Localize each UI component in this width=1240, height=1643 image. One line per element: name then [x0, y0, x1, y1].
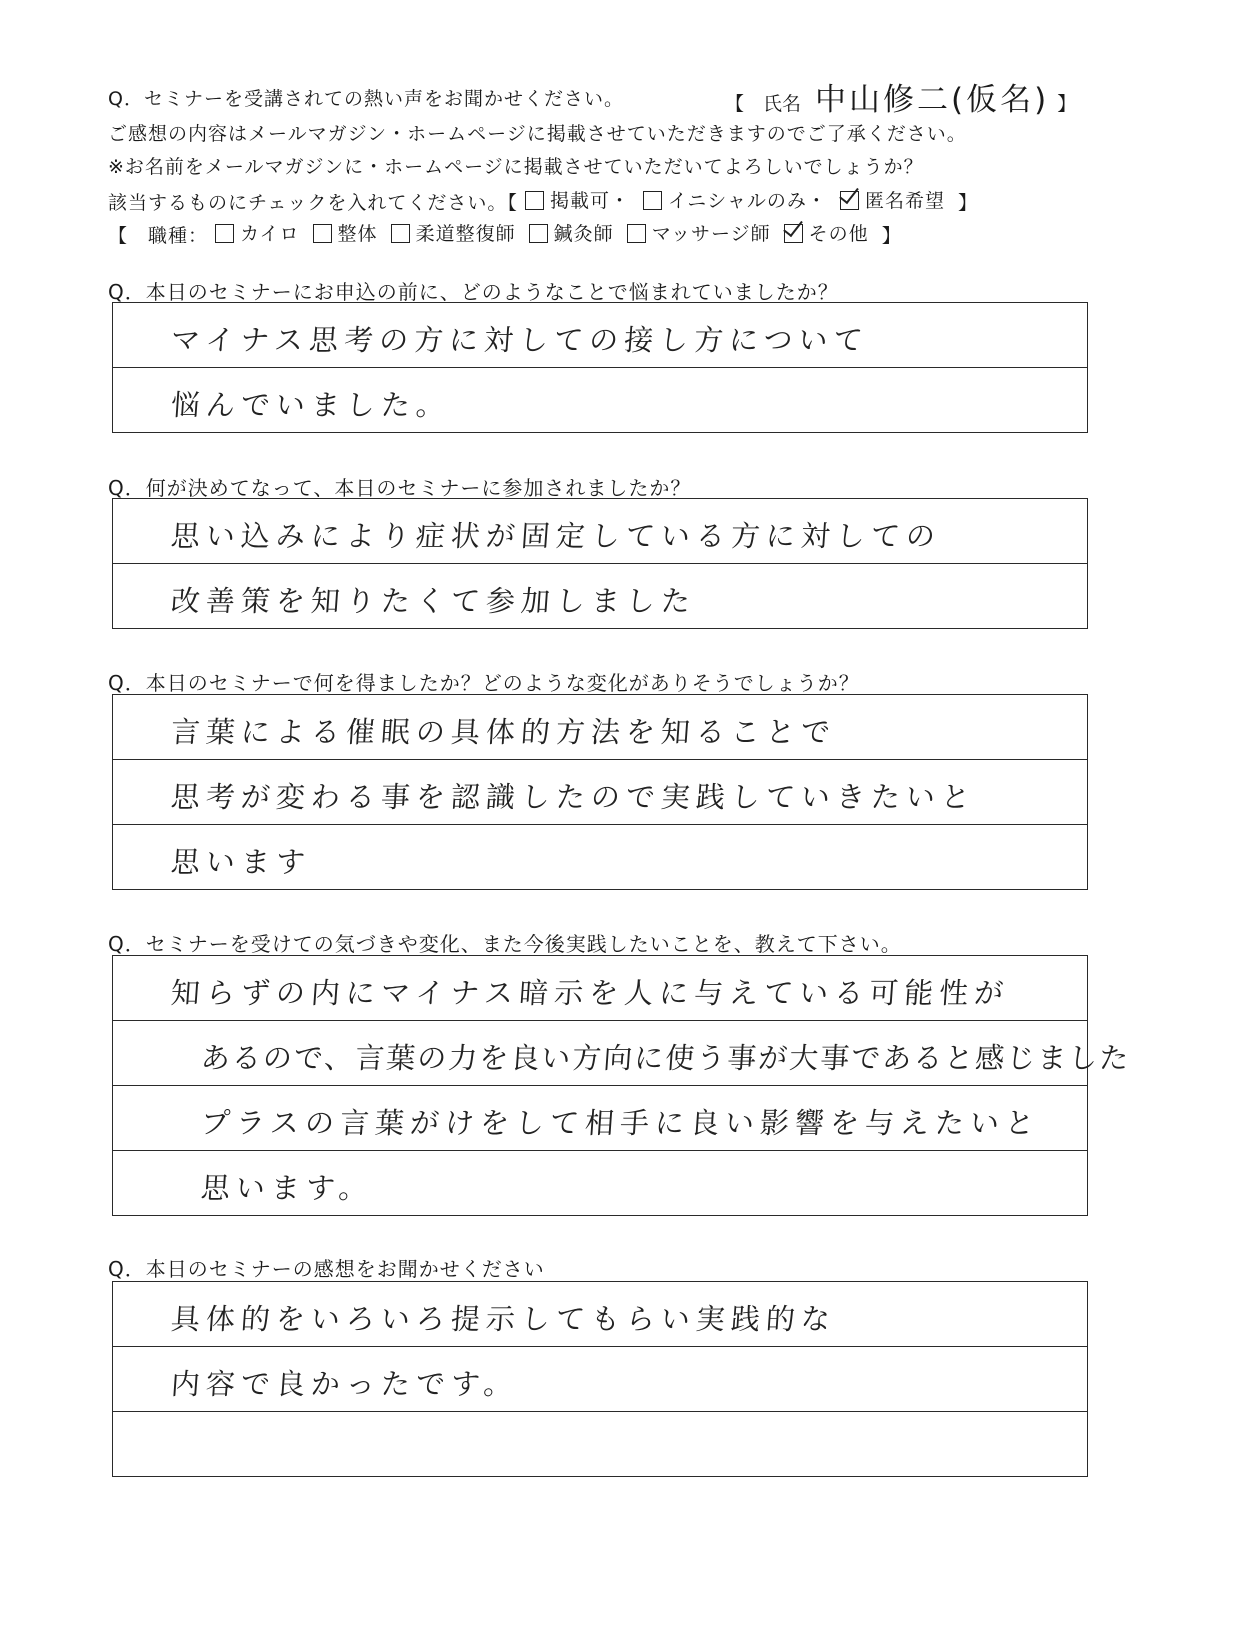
job-option-seitai[interactable]: 整体 — [313, 219, 378, 246]
answer-line — [113, 1412, 1087, 1476]
name-label: 【 氏名 — [725, 93, 802, 115]
checked-checkbox-icon[interactable] — [840, 191, 859, 210]
job-option-massage[interactable]: マッサージ師 — [627, 219, 771, 246]
check-prompt: 該当するものにチェックを入れてください。【 — [108, 192, 518, 214]
job-option-acupuncturist[interactable]: 鍼灸師 — [529, 219, 614, 246]
answer-line — [113, 499, 1087, 564]
question-2: Q．何が決めてなって、本日のセミナーに参加されましたか？ — [108, 476, 692, 500]
answer-line — [113, 1086, 1087, 1151]
checkbox-icon[interactable] — [529, 224, 548, 243]
job-prefix: 【 職種： — [108, 225, 209, 247]
option-anonymous[interactable]: 匿名希望 — [840, 186, 945, 213]
answer-box-2[interactable] — [112, 498, 1088, 629]
question-5: Q．本日のセミナーの感想をお聞かせください — [108, 1257, 545, 1281]
answer-line — [113, 1347, 1087, 1412]
name-close-bracket: 】 — [1057, 93, 1077, 115]
answer-text: マイナス思考の方に対しての接し方について — [169, 323, 870, 357]
checkbox-icon[interactable] — [313, 224, 332, 243]
answer-line — [113, 1151, 1087, 1215]
question-3: Q．本日のセミナーで何を得ましたか？どのような変化がありそうでしょうか？ — [108, 671, 860, 695]
answer-text: 改善策を知りたくて参加しました — [169, 584, 698, 618]
answer-box-5[interactable] — [112, 1281, 1088, 1477]
answer-text: プラスの言葉がけをして相手に良い影響を与えたいと — [199, 1106, 1042, 1140]
answer-text: 知らずの内にマイナス暗示を人に与えている可能性が — [169, 976, 1011, 1010]
checkbox-icon[interactable] — [627, 224, 646, 243]
publish-options-row — [108, 186, 978, 215]
answer-text: 具体的をいろいろ提示してもらい実践的な — [169, 1302, 838, 1336]
job-type-row — [108, 219, 902, 248]
answer-box-1[interactable] — [112, 302, 1088, 433]
checkbox-icon[interactable] — [525, 191, 544, 210]
answer-text: 思考が変わる事を認識したので実践していきたいと — [169, 780, 978, 814]
answer-line — [113, 760, 1087, 825]
publish-permission-question: ※お名前をメールマガジンに・ホームページに掲載させていただいてよろしいでしょうか？ — [108, 156, 924, 178]
option-initials-only[interactable]: イニシャルのみ・ — [643, 186, 827, 213]
answer-text: 言葉による催眠の具体的方法を知ることで — [169, 715, 838, 749]
name-field — [725, 74, 1076, 119]
publication-notice: ご感想の内容はメールマガジン・ホームページに掲載させていただきますのでご了承ください。 — [108, 123, 967, 145]
checkbox-icon[interactable] — [215, 224, 234, 243]
answer-box-3[interactable] — [112, 694, 1088, 890]
answer-line — [113, 956, 1087, 1021]
answer-text: 思います — [169, 845, 313, 879]
answer-line — [113, 303, 1087, 368]
answer-line — [113, 1282, 1087, 1347]
question-1: Q．本日のセミナーにお申込の前に、どのようなことで悩まれていましたか？ — [108, 280, 839, 304]
answer-line — [113, 695, 1087, 760]
option-publish-ok[interactable]: 掲載可・ — [525, 186, 630, 213]
answer-line — [113, 1021, 1132, 1086]
checkbox-icon[interactable] — [391, 224, 410, 243]
job-option-judo-therapist[interactable]: 柔道整復師 — [391, 219, 516, 246]
answer-text: 思い込みにより症状が固定している方に対しての — [169, 519, 943, 553]
name-value: 中山修二(仮名) — [815, 82, 1050, 118]
answer-line — [113, 825, 1087, 889]
close-bracket: 】 — [958, 192, 979, 214]
close-bracket: 】 — [881, 225, 902, 247]
answer-text: 思います。 — [199, 1171, 375, 1205]
answer-line — [113, 368, 1087, 432]
voice-question: Q．セミナーを受講されての熱い声をお聞かせください。 — [108, 88, 624, 110]
checked-checkbox-icon[interactable] — [784, 224, 803, 243]
answer-text: 内容で良かったです。 — [169, 1367, 520, 1401]
question-4: Q．セミナーを受けての気づきや変化、また今後実践したいことを、教えて下さい。 — [108, 932, 902, 956]
checkbox-icon[interactable] — [643, 191, 662, 210]
answer-text: あるので、言葉の力を良い方向に使う事が大事であると感じました — [199, 1041, 1132, 1075]
answer-box-4[interactable] — [112, 955, 1132, 1216]
answer-text: 悩んでいました。 — [169, 388, 453, 422]
answer-line — [113, 564, 1087, 628]
job-option-other[interactable]: その他 — [784, 219, 869, 246]
job-option-chiro[interactable]: カイロ — [215, 219, 299, 246]
